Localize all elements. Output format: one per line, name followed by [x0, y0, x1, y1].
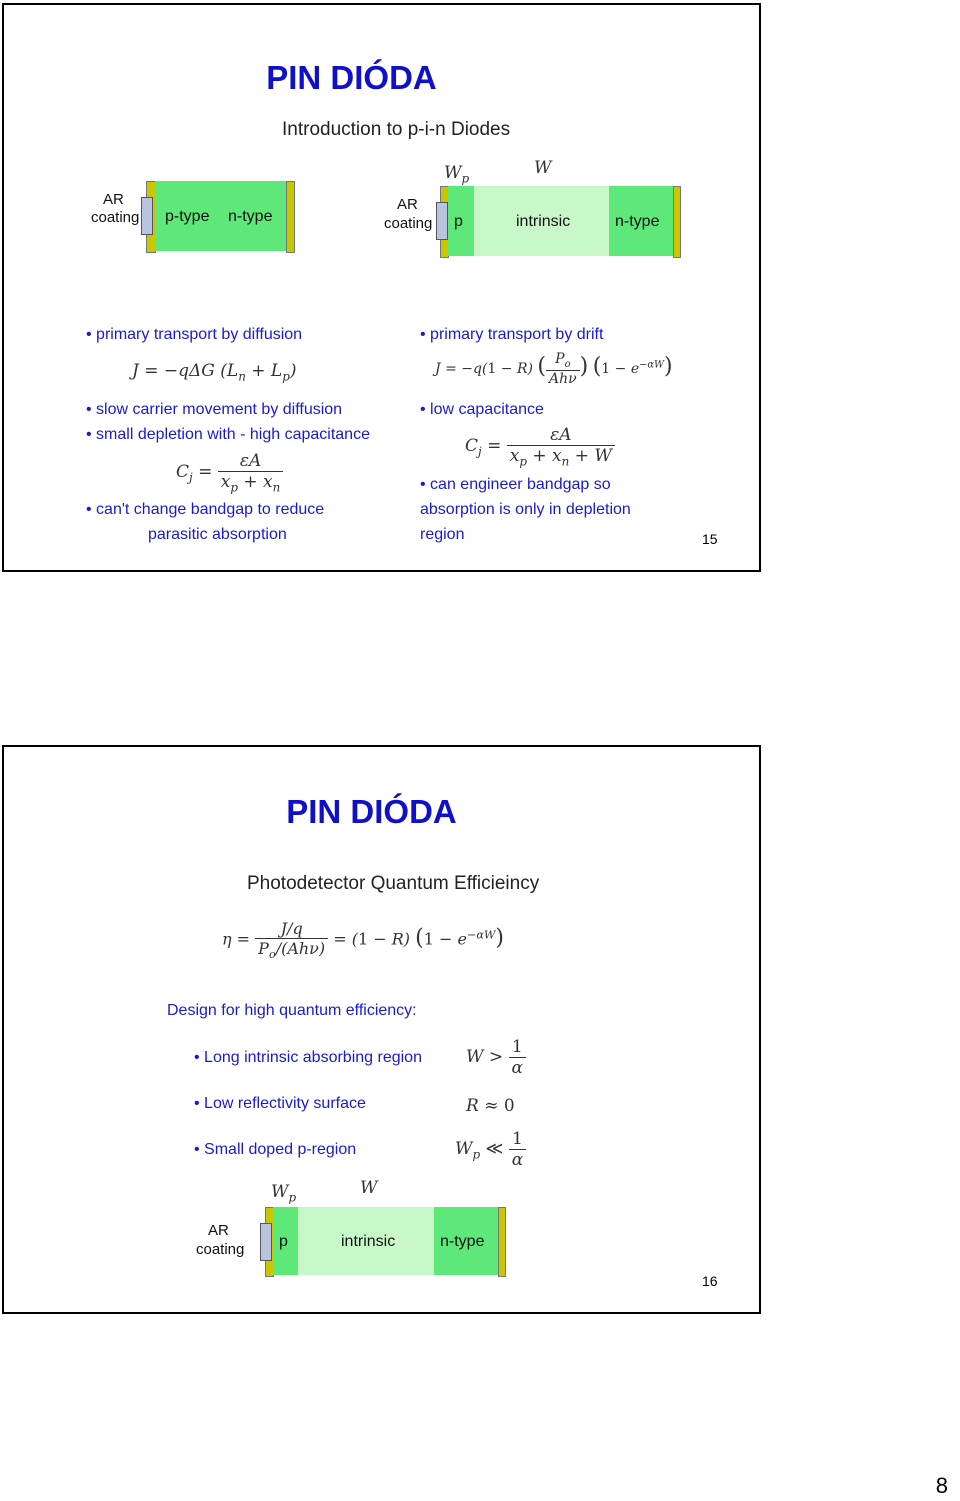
p-label: p: [279, 1233, 288, 1250]
document-page-number: 8: [935, 1473, 948, 1498]
p-type-label: p-type: [165, 208, 210, 225]
bullet-engineer-bandgap: • can engineer bandgap so: [420, 476, 611, 493]
n-type-label: n-type: [228, 208, 273, 225]
design-heading: Design for high quantum efficiency:: [167, 1002, 417, 1019]
bullet-low-capacitance: • low capacitance: [420, 401, 544, 418]
w-label: W: [534, 158, 552, 178]
w-label: W: [360, 1178, 378, 1198]
ar-label-line2: coating: [384, 215, 433, 232]
equation-capacitance-pin: $C_j$ = $\frac{\varepsilon A}{x_p + x_n + W}$: [465, 425, 615, 468]
bullet-drift: • primary transport by drift: [420, 326, 604, 343]
bullet-bandgap: • can't change bandgap to reduce: [86, 501, 325, 518]
ar-coating-layer: [436, 202, 448, 240]
intrinsic-label: intrinsic: [516, 213, 571, 230]
bullet-slow-carrier: • slow carrier movement by diffusion: [86, 401, 343, 418]
ar-label-line1: AR: [103, 191, 124, 208]
slide-page-number: 16: [702, 1273, 718, 1289]
bullet-bandgap-cont: parasitic absorption: [148, 526, 287, 543]
condition-r-approx-zero: R ≈ 0: [466, 1096, 515, 1116]
ar-label-line2: coating: [91, 209, 140, 226]
equation-diffusion-current: J = −qΔG $(L_n + L_p)$: [132, 361, 297, 384]
ar-coating-layer: [141, 197, 153, 235]
equation-capacitance-pn: $C_j$ = $\frac{\varepsilon A}{x_p + x_n}$: [176, 451, 283, 494]
slide-15: [2, 3, 761, 572]
slide-subtitle: Introduction to p-i-n Diodes: [282, 119, 511, 140]
wp-label: $W_p$: [271, 1182, 297, 1205]
p-label: p: [454, 213, 463, 230]
intrinsic-label: intrinsic: [341, 1233, 396, 1250]
bullet-engineer-bandgap-cont2: region: [420, 526, 465, 543]
n-type-label: n-type: [615, 213, 660, 230]
item-low-reflectivity: • Low reflectivity surface: [194, 1095, 366, 1112]
item-small-doped: • Small doped p-region: [194, 1141, 357, 1158]
wp-label: $W_p$: [444, 163, 470, 186]
slide-page-number: 15: [702, 531, 718, 547]
item-long-intrinsic: • Long intrinsic absorbing region: [194, 1049, 422, 1066]
ar-label-line1: AR: [397, 196, 418, 213]
slide-16: [2, 745, 761, 1314]
bullet-small-depletion: • small depletion with - high capacitance: [86, 426, 370, 443]
n-type-label: n-type: [440, 1233, 485, 1250]
condition-wp-ll-inverse-alpha: $W_p$ ≪ $\frac{1}{\alpha}$: [455, 1129, 526, 1170]
slide-title: PIN DIÓDA: [266, 59, 437, 96]
slide-title: PIN DIÓDA: [286, 793, 457, 830]
right-contact: [498, 1207, 506, 1277]
ar-coating-layer: [260, 1223, 272, 1261]
right-contact: [286, 181, 295, 253]
ar-label-line1: AR: [208, 1222, 229, 1239]
bullet-diffusion: • primary transport by diffusion: [86, 326, 303, 343]
right-contact: [673, 186, 681, 258]
condition-w-gt-inverse-alpha: W > $\frac{1}{\alpha}$: [466, 1037, 526, 1078]
ar-label-line2: coating: [196, 1241, 245, 1258]
slide-subtitle: Photodetector Quantum Efficieincy: [247, 873, 540, 894]
equation-drift-current: J = −q(1 − R) ( $\frac{P_o}{\text{Ahν}}$ ) $(1 - e^{-\alpha W})$: [435, 351, 673, 387]
equation-quantum-efficiency: η = $\frac{J/q}{P_o/(Ah\nu)}$ = (1 − R) $(1 - e^{-\alpha W})$: [222, 919, 504, 962]
bullet-engineer-bandgap-cont1: absorption is only in depletion: [420, 501, 631, 518]
